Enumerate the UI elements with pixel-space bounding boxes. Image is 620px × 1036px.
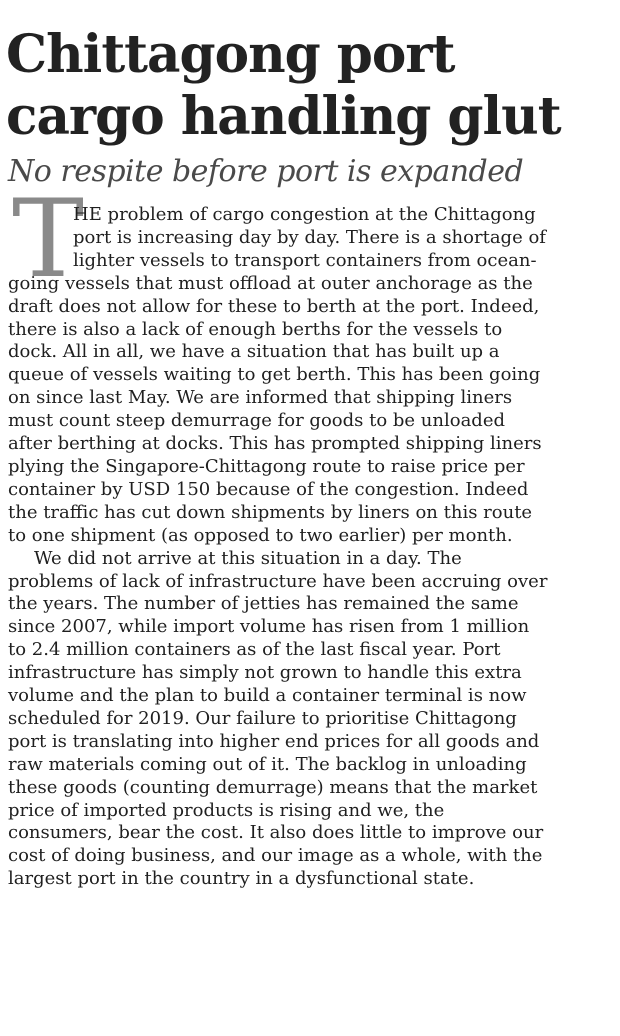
body-line: HE problem of cargo congestion at the Chittagong <box>73 204 536 225</box>
body-line: lighter vessels to transport containers from ocean- <box>73 249 537 271</box>
body-line: scheduled for 2019. Our failure to prioritise Chittagong <box>8 707 517 729</box>
headline-line-1: Chittagong port <box>6 24 455 85</box>
body-line: the traffic has cut down shipments by liners on this route <box>8 501 533 523</box>
body-line: on since last May. We are informed that shipping liners <box>8 387 513 409</box>
body-line: to one shipment (as opposed to two earlier) per month. <box>8 524 513 546</box>
headline <box>6 24 616 148</box>
body-line: port is translating into higher end prices for all goods and <box>8 730 540 752</box>
body-line: the years. The number of jetties has remained the same <box>8 593 519 615</box>
body-line: must count steep demurrage for goods to be unloaded <box>8 410 506 432</box>
drop-cap: T <box>12 177 85 302</box>
article-body <box>8 204 612 891</box>
body-line: port is increasing day by day. There is a shortage of <box>73 226 546 248</box>
body-line: since 2007, while import volume has risen from 1 million <box>8 616 530 638</box>
body-line: there is also a lack of enough berths for the vessels to <box>8 318 503 340</box>
body-line: problems of lack of infrastructure have been accruing over <box>8 570 548 592</box>
body-line: price of imported products is rising and we, the <box>8 799 445 821</box>
body-line: container by USD 150 because of the congestion. Indeed <box>8 478 529 500</box>
body-line: volume and the plan to build a container terminal is now <box>8 685 527 707</box>
body-line: We did not arrive at this situation in a day. The <box>34 547 462 569</box>
body-line: queue of vessels waiting to get berth. This has been going <box>8 364 541 386</box>
body-line: infrastructure has simply not grown to handle this extra <box>8 662 522 684</box>
body-line: these goods (counting demurrage) means that the market <box>8 776 538 798</box>
body-line: to 2.4 million containers as of the last fiscal year. Port <box>8 639 501 661</box>
body-line: raw materials coming out of it. The backlog in unloading <box>8 753 527 775</box>
body-line: dock. All in all, we have a situation that has built up a <box>8 341 500 363</box>
body-line: going vessels that must offload at outer anchorage as the <box>8 272 533 294</box>
body-line: plying the Singapore-Chittagong route to raise price per <box>8 455 525 477</box>
body-line: draft does not allow for these to berth at the port. Indeed, <box>8 295 540 317</box>
body-line: after berthing at docks. This has prompted shipping liners <box>8 433 542 455</box>
headline-line-2: cargo handling glut <box>6 86 561 147</box>
body-line: cost of doing business, and our image as a whole, with the <box>8 845 543 867</box>
body-line: largest port in the country in a dysfunctional state. <box>8 868 475 890</box>
body-line: consumers, bear the cost. It also does little to improve our <box>8 822 544 844</box>
subheadline: No respite before port is expanded <box>8 154 524 189</box>
